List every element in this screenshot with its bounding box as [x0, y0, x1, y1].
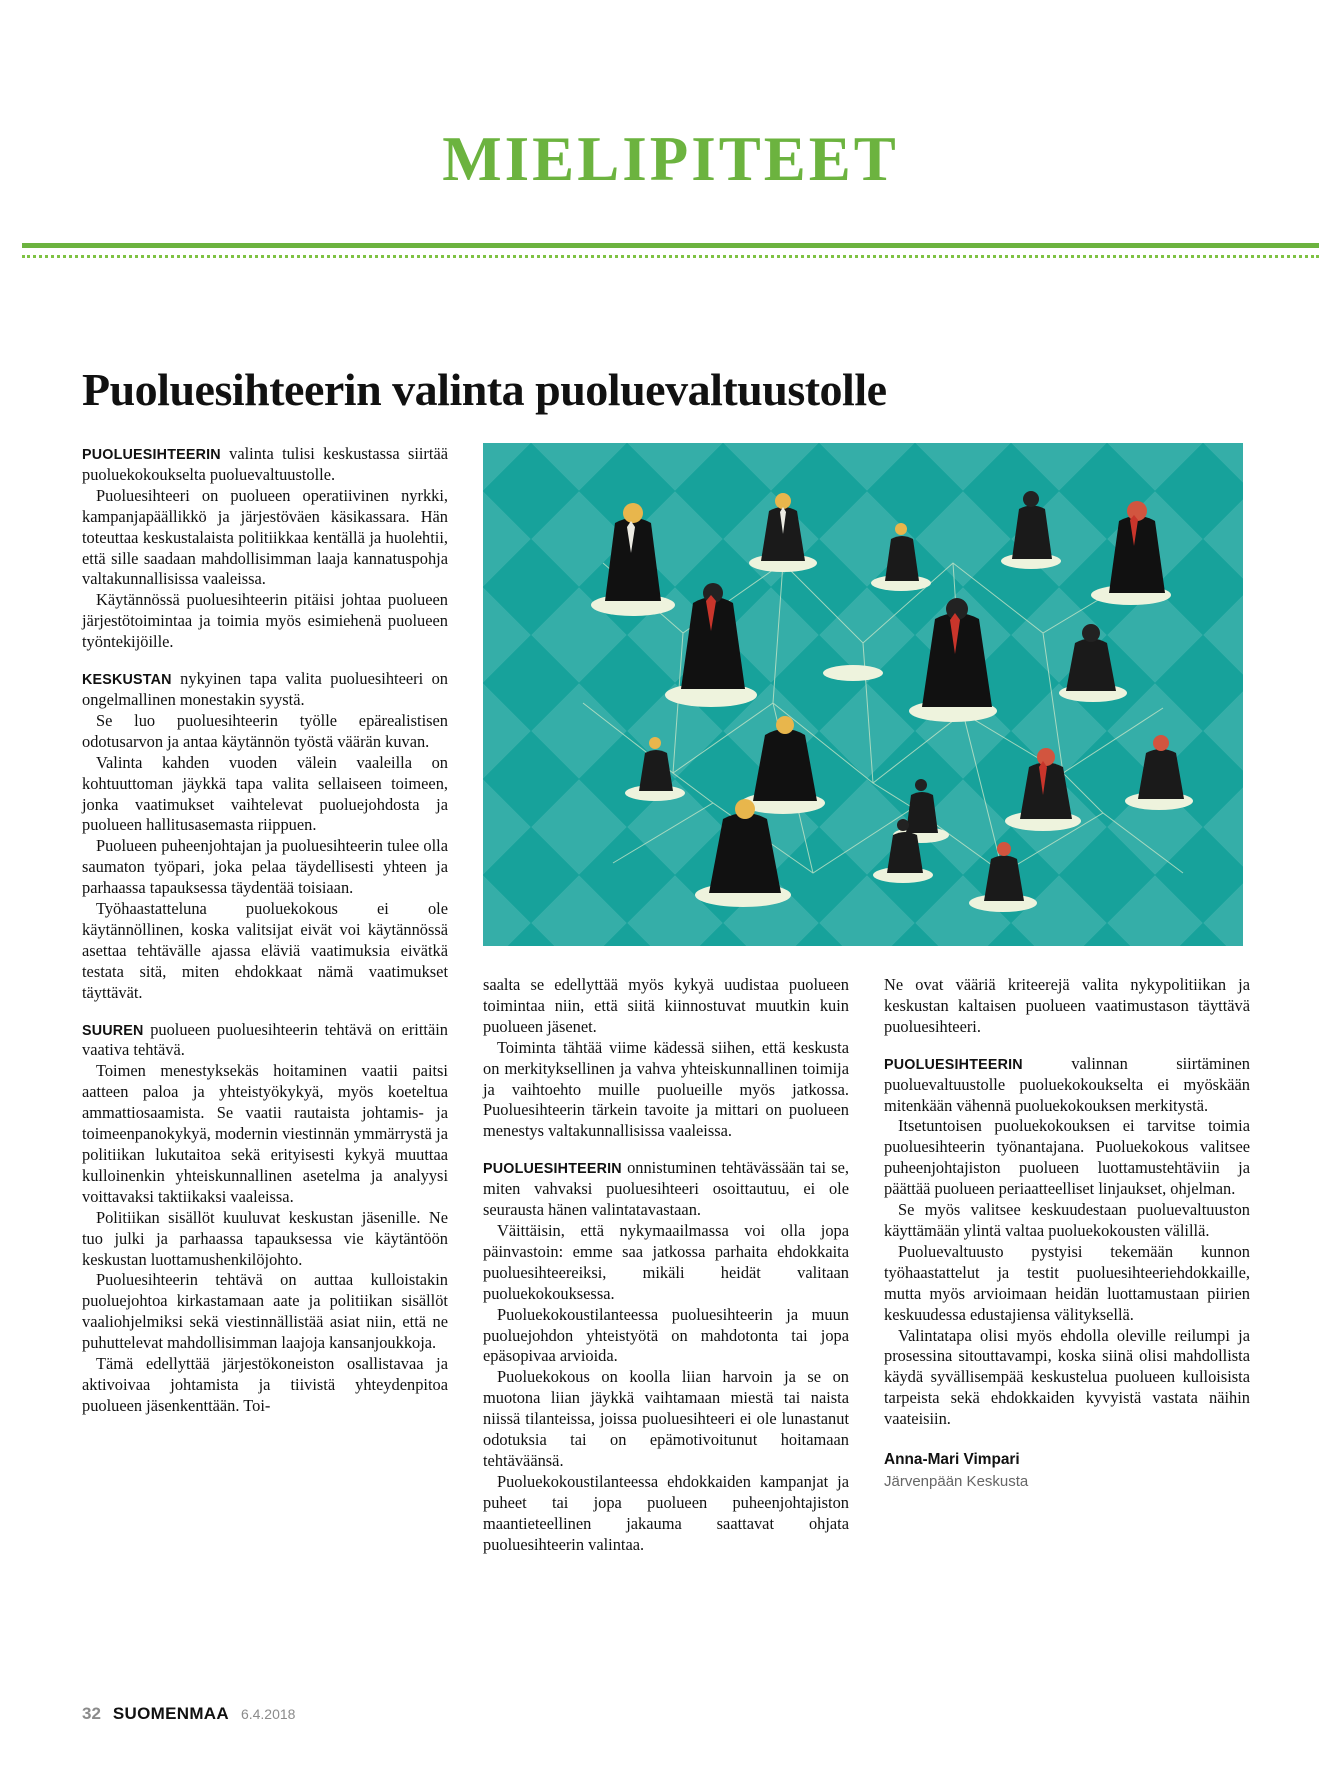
paragraph-lead: PUOLUESIHTEERIN [82, 447, 221, 463]
paragraph-text: nykyinen tapa valita puoluesihteeri on ongelmallinen monestakin syystä. [82, 669, 448, 709]
paragraph: Työhaastatteluna puoluekokous ei ole käytännöllinen, koska valitsijat eivät voi käytännössä asettaa tehtävälle ajassa eläviä vaatimuksia eivätkä testata sitä, miten ehdokkaat nämä vaatimukset täyttävät. [82, 899, 448, 1002]
masthead-rule [22, 243, 1319, 248]
masthead-dotted-rule [22, 255, 1319, 258]
article-illustration [483, 443, 1243, 946]
paragraph: Valinta kahden vuoden välein vaaleilla on kohtuuttoman jäykkä tapa valita sellaiseen toimeen, jonka vaatimukset vaihtelevat puoluejohdosta ja puolueen hallitusasemasta riippuen. [82, 752, 448, 835]
masthead [0, 0, 1341, 270]
people-network-illustration [483, 443, 1243, 946]
body-column-2 [483, 975, 849, 1555]
paragraph: Toiminta tähtää viime kädessä siihen, että keskusta on merkityksellinen ja vahva yhteiskunnallinen toimija ja vaihtoehto muille puolueille myös jatkossa. Puoluesihteerin tärkein tavoite ja mittari on puolueen menestys valtakunnallisissa vaaleissa. [483, 1037, 849, 1141]
paragraph: Väittäisin, että nykymaailmassa voi olla jopa päinvastoin: emme saa jatkossa parhaita ehdokkaita puoluesihteereiksi, mikäli heidät valitaan puoluekokouksessa. [483, 1220, 849, 1303]
paragraph: Puoluesihteerin tehtävä on auttaa kulloistakin puoluejohtoa kirkastamaan aate ja politiikan sisällöt vaaliohjelmiksi sekä viestinnällistää asiat niin, että ne puhuttelevat mahdollisimman laajoja kansanjoukkoja. [82, 1270, 448, 1353]
paragraph: Puoluekokoustilanteessa puoluesihteerin ja muun puoluejohdon yhteistyötä on mahdotonta tai jopa epäsopivaa arvioida. [483, 1304, 849, 1366]
paragraph-lead: PUOLUESIHTEERIN [483, 1161, 622, 1178]
paragraph-lead: SUUREN [82, 1022, 144, 1039]
paragraph [82, 444, 448, 486]
paragraph: Puoluekokoustilanteessa ehdokkaiden kampanjat ja puheet tai jopa puolueen puheenjohtajiston maantieteellinen jakauma saattavat ohjata puoluesihteerin valintaa. [483, 1471, 849, 1554]
paragraph: Käytännössä puoluesihteerin pitäisi johtaa puolueen järjestötoimintaa ja toimia myös esimiehenä puolueen työntekijöille. [82, 590, 448, 652]
paragraph [483, 1158, 849, 1221]
paragraph-text: puolueen puoluesihteerin tehtävä on erittäin vaativa tehtävä. [82, 1019, 448, 1060]
paragraph: Ne ovat vääriä kriteerejä valita nykypolitiikan ja keskustan kaltaisen puolueen vaatimustason täyttävä puoluesihteeri. [884, 975, 1250, 1036]
author-organization: Järvenpään Keskusta [884, 1472, 1029, 1490]
paragraph [82, 1020, 448, 1062]
page-number: 32 [82, 1704, 101, 1723]
body-column-1 [82, 444, 448, 1417]
paragraph-lead: KESKUSTAN [82, 672, 172, 689]
paragraph-text: valinta tulisi keskustassa siirtää puoluekokoukselta puoluevaltuustolle. [82, 444, 448, 484]
paragraph: Tämä edellyttää järjestökoneiston osallistavaa ja aktivoivaa johtamista ja tiivistä yhteydenpitoa puolueen jäsenkenttään. Toi- [82, 1354, 448, 1415]
paragraph-lead: PUOLUESIHTEERIN [884, 1056, 1023, 1073]
paragraph: Valintatapa olisi myös ehdolla oleville reilumpi ja prosessina sitouttavampi, koska siinä olisi mahdollista käydä syvällisempää keskustelua puolueen kulloisista tarpeista sekä ehdokkaiden kyvyistä vastata näihin vaateisiin. [884, 1325, 1250, 1429]
paragraph: Puolueen puheenjohtajan ja puoluesihteerin tulee olla saumaton työpari, joka pelaa täydellisesti yhteen ja parhaassa tapauksessa täydentää toisiaan. [82, 836, 448, 898]
author-name: Anna-Mari Vimpari [884, 1451, 1020, 1469]
paragraph [82, 669, 448, 711]
paragraph: Toimen menestyksekäs hoitaminen vaatii paitsi aatteen paloa ja yhteistyökykyä, myös koeteltua ammattiosaamista. Se vaatii rautaista johtamis- ja toimeenpanokykyä, modernin viestinnän ymmärrystä ja politiikan lukutaitoa sekä erityisesti kykyä muuttaa kulloinenkin yhteiskunnallinen asetelma ja analyysi voittavaksi taktiikaksi vaaleissa. [82, 1061, 448, 1206]
page-footer [82, 1704, 295, 1724]
body-column-3 [884, 975, 1250, 1491]
paragraph: Se myös valitsee keskuudestaan puoluevaltuuston käyttämään ylintä valtaa puoluekokousten välillä. [884, 1200, 1250, 1240]
paragraph: Puoluesihteeri on puolueen operatiivinen nyrkki, kampanjapäällikkö ja järjestöväen käsikassara. Hän toteuttaa keskustalaista politiikkaa kentällä ja huolehtii, että sille saadaan mahdollisimman laaja kannatuspohja valtakunnallisissa vaaleissa. [82, 485, 448, 589]
paragraph-text: valinnan siirtäminen puoluevaltuustolle puoluekokoukselta ei myöskään mitenkään vähennä puoluekokouksen merkitystä. [884, 1053, 1250, 1115]
paragraph [884, 1054, 1250, 1117]
paragraph: Se luo puoluesihteerin työlle epärealistisen odotusarvon ja antaa käytännön työstä väärän kuvan. [82, 710, 448, 751]
paragraph: Puoluevaltuusto pystyisi tekemään kunnon työhaastattelut ja testit puoluesihteeriehdokkaille, mutta myös arvioimaan heidän luottamustaan piirien keskuudessa edustajiensa välityksellä. [884, 1241, 1250, 1324]
article-headline: Puoluesihteerin valinta puoluevaltuustolle [82, 363, 887, 415]
paragraph: Itsetuntoisen puoluekokouksen ei tarvitse toimia puoluesihteerin työnantajana. Puoluekokous valitsee puheenjohtajiston puolueen luottamustehtäviin ja päättää puolueen periaatteelliset linjaukset, ohjelman. [884, 1116, 1250, 1199]
section-title: MIELIPITEET [442, 124, 899, 194]
publication-date: 6.4.2018 [240, 1706, 296, 1722]
paragraph: Politiikan sisällöt kuuluvat keskustan jäsenille. Ne tuo julki ja parhaassa tapauksessa vie käytäntöön keskustan luottamushenkilöjohto. [82, 1207, 448, 1269]
paragraph: Puoluekokous on koolla liian harvoin ja se on muotona liian jäykkä vaihtamaan miestä tai naista niissä tilanteissa, joissa puoluesihteeri ei ole lunastanut odotuksia tai on epämotivoitunut hoitamaan tehtäväänsä. [483, 1367, 849, 1470]
paragraph-text: onnistuminen tehtävässään tai se, miten vahvaksi puoluesihteeri osoittautuu, ei ole seurausta hänen valintatavastaan. [483, 1158, 849, 1220]
paragraph: saalta se edellyttää myös kykyä uudistaa puolueen toimintaa niin, että siitä kiinnostuvat muutkin kuin puolueen jäsenet. [483, 975, 849, 1036]
author-signature [884, 1450, 1250, 1491]
publication-name: SUOMENMAA [112, 1704, 229, 1723]
